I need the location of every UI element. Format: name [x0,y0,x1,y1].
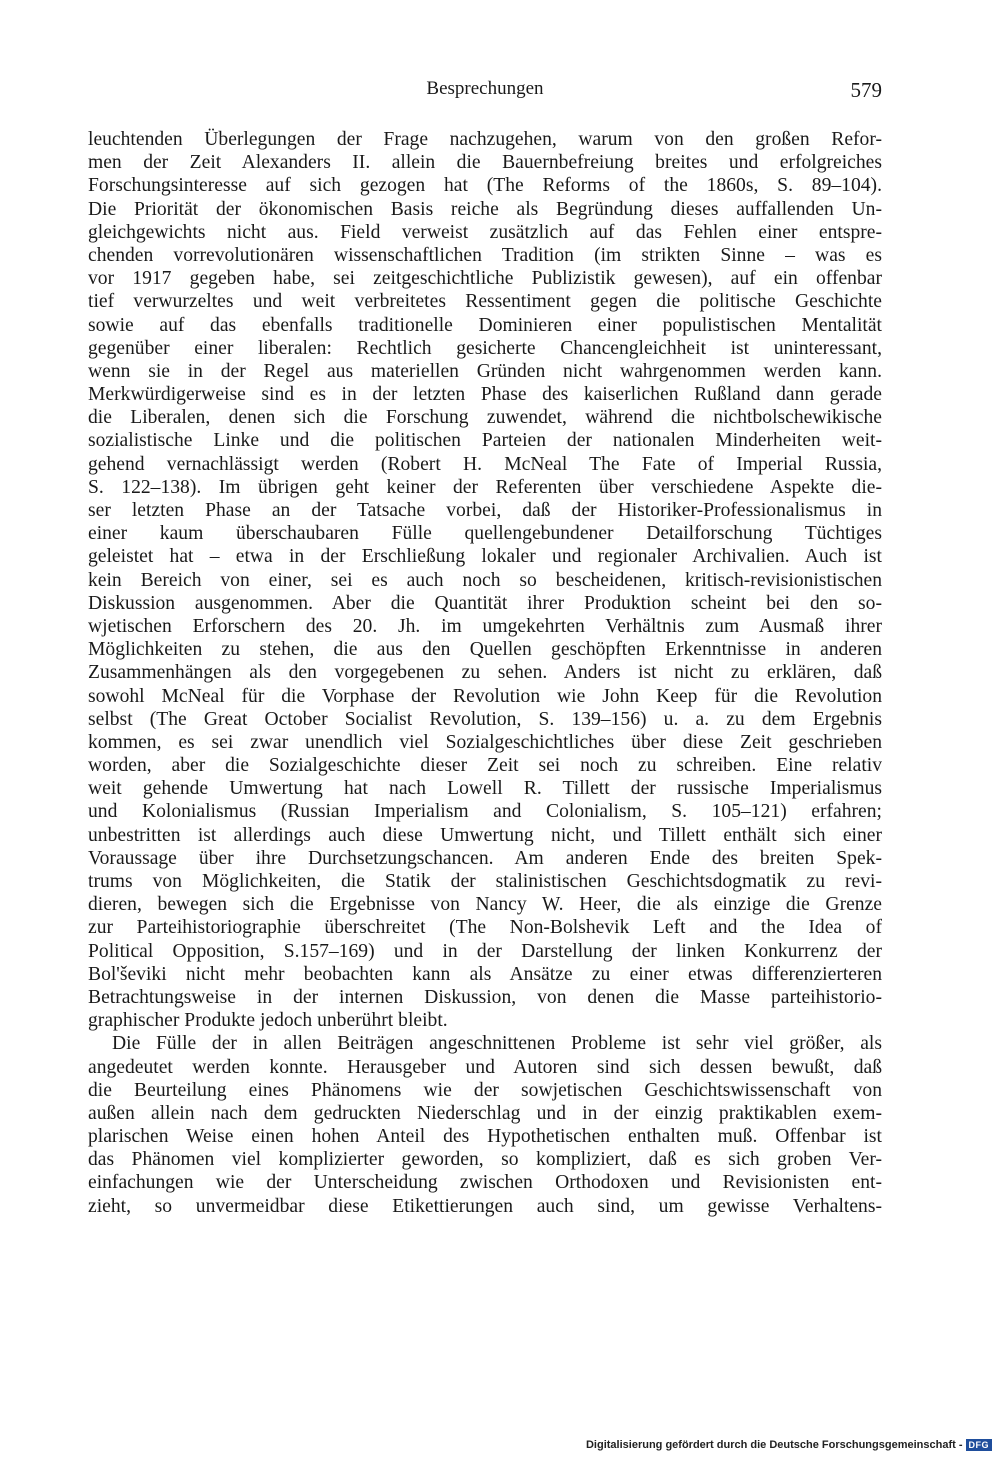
text-line: unbestritten ist allerdings auch diese Umwertung nicht, und Tillett enthält sich einer [88,824,882,846]
page-number: 579 [850,78,882,102]
text-line: die Liberalen, denen sich die Forschung zuwendet, während die nichtbolschewikische [88,407,882,429]
digitization-footer [586,1437,992,1453]
text-line: sowohl McNeal für die Vorphase der Revolution wie John Keep für die Revolution [88,685,882,707]
text-line: einer kaum überschaubaren Fülle quellengebundener Detailforschung Tüchtiges [88,523,882,545]
text-line: wjetischen Erforschern des 20. Jh. im umgekehrten Verhältnis zum Ausmaß ihrer [88,615,882,637]
text-line: Betrachtungsweise in der internen Diskussion, von denen die Masse parteihistorio- [88,986,882,1008]
text-line: geleistet hat – etwa in der Erschließung lokaler und regionaler Archivalien. Auch ist [88,546,882,568]
dfg-logo: DFG [966,1439,993,1451]
text-line: Zusammenhängen als den vorgegebenen zu sehen. Anders ist nicht zu erklären, daß [88,662,882,684]
text-line: men der Zeit Alexanders II. allein die Bauernbefreiung breites und erfolgreiches [88,152,882,174]
text-line: wenn sie in der Regel aus materiellen Gründen nicht wahrgenommen werden kann. [88,360,882,382]
text-line: dieren, bewegen sich die Ergebnisse von Nancy W. Heer, die als einzige die Grenze [88,894,882,916]
text-line: kein Bereich von einer, sei es auch noch so bescheidenen, kritisch-revisionistischen [88,569,882,591]
text-line: kommen, es sei zwar unendlich viel Sozialgeschichtliches über diese Zeit geschrieben [88,731,882,753]
footer-text: Digitalisierung gefördert durch die Deutsche Forschungsgemeinschaft - [585,1439,963,1451]
text-line: und Kolonialismus (Russian Imperialism and Colonialism, S. 105–121) erfahren; [88,801,882,823]
text-line: einfachungen wie der Unterscheidung zwischen Orthodoxen und Revisionisten ent- [88,1172,882,1194]
text-line: Die Fülle der in allen Beiträgen angeschnittenen Probleme ist sehr viel größer, als [112,1033,882,1055]
text-line: Forschungsinteresse auf sich gezogen hat (The Reforms of the 1860s, S. 89–104). [88,175,882,197]
text-line: Möglichkeiten zu stehen, die aus den Quellen geschöpften Erkenntnisse in anderen [88,639,882,661]
text-line: gehend vernachlässigt werden (Robert H. McNeal The Fate of Imperial Russia, [88,453,882,475]
text-line: außen allein nach dem gedruckten Niederschlag und in der einzig praktikablen exem- [88,1102,882,1124]
text-line: vor 1917 gegeben habe, sei zeitgeschichtliche Publizistik gewesen), auf ein offenbar [88,268,882,290]
text-line: sozialistische Linke und die politischen Parteien der nationalen Minderheiten weit- [88,430,882,452]
text-line: die Beurteilung eines Phänomens wie der sowjetischen Geschichtswissenschaft von [88,1079,882,1101]
text-line: das Phänomen viel komplizierter geworden, so kompliziert, daß es sich groben Ver- [88,1149,882,1171]
text-line: sowie auf das ebenfalls traditionelle Dominieren einer populistischen Mentalität [88,314,882,336]
text-line: plarischen Weise einen hohen Anteil des Hypothetischen enthalten muß. Offenbar ist [88,1126,882,1148]
text-line: S. 122–138). Im übrigen geht keiner der Referenten über verschiedene Aspekte die- [88,476,882,498]
text-line: gleichgewichts nicht aus. Field verweist zusätzlich auf das Fehlen einer entspre- [88,221,882,243]
text-line: Diskussion ausgenommen. Aber die Quantität ihrer Produktion scheint bei den so- [88,592,882,614]
text-line: tief verwurzeltes und weit verbreitetes Ressentiment gegen die politische Geschichte [88,291,882,313]
text-line: Political Opposition, S.157–169) und in der Darstellung der linken Konkurrenz der [88,940,882,962]
text-line: ser letzten Phase an der Tatsache vorbei, daß der Historiker-Professionalismus in [88,500,882,521]
text-line: angedeutet werden konnte. Herausgeber und Autoren sind sich dessen bewußt, daß [88,1056,882,1078]
text-line: graphischer Produkte jedoch unberührt bleibt. [88,1010,448,1032]
text-line: zur Parteihistoriographie überschreitet (The Non-Bolshevik Left and the Idea of [88,917,882,939]
text-line: trums von Möglichkeiten, die Statik der stalinistischen Geschichtsdogmatik zu revi- [88,871,882,892]
text-line: Die Priorität der ökonomischen Basis reiche als Begründung dieses auffallenden Un- [88,198,882,220]
text-line: leuchtenden Überlegungen der Frage nachzugehen, warum von den großen Refor- [88,129,882,150]
text-line: worden, aber die Sozialgeschichte dieser Zeit sei noch zu schreiben. Eine relativ [88,755,882,777]
running-title: Besprechungen [426,78,544,99]
running-head [88,78,882,108]
text-line: gegenüber einer liberalen: Rechtlich gesicherte Chancengleichheit ist uninteressant, [88,337,882,359]
text-line: weit gehende Umwertung hat nach Lowell R. Tillett der russische Imperialismus [88,778,882,800]
text-line: Bol'ševiki nicht mehr beobachten kann als Ansätze zu einer etwas differenzierteren [88,963,882,985]
text-line: chenden vorrevolutionären wissenschaftlichen Tradition (im strikten Sinne – was es [88,244,882,266]
body-text [88,128,882,1218]
text-line: Voraussage über ihre Durchsetzungschancen. Am anderen Ende des breiten Spek- [88,847,882,869]
text-line: zieht, so unvermeidbar diese Etikettierungen auch sind, um gewisse Verhaltens- [88,1195,882,1217]
text-line: selbst (The Great October Socialist Revolution, S. 139–156) u. a. zu dem Ergebnis [88,708,882,730]
text-line: Merkwürdigerweise sind es in der letzten Phase des kaiserlichen Rußland dann gerade [88,384,882,406]
